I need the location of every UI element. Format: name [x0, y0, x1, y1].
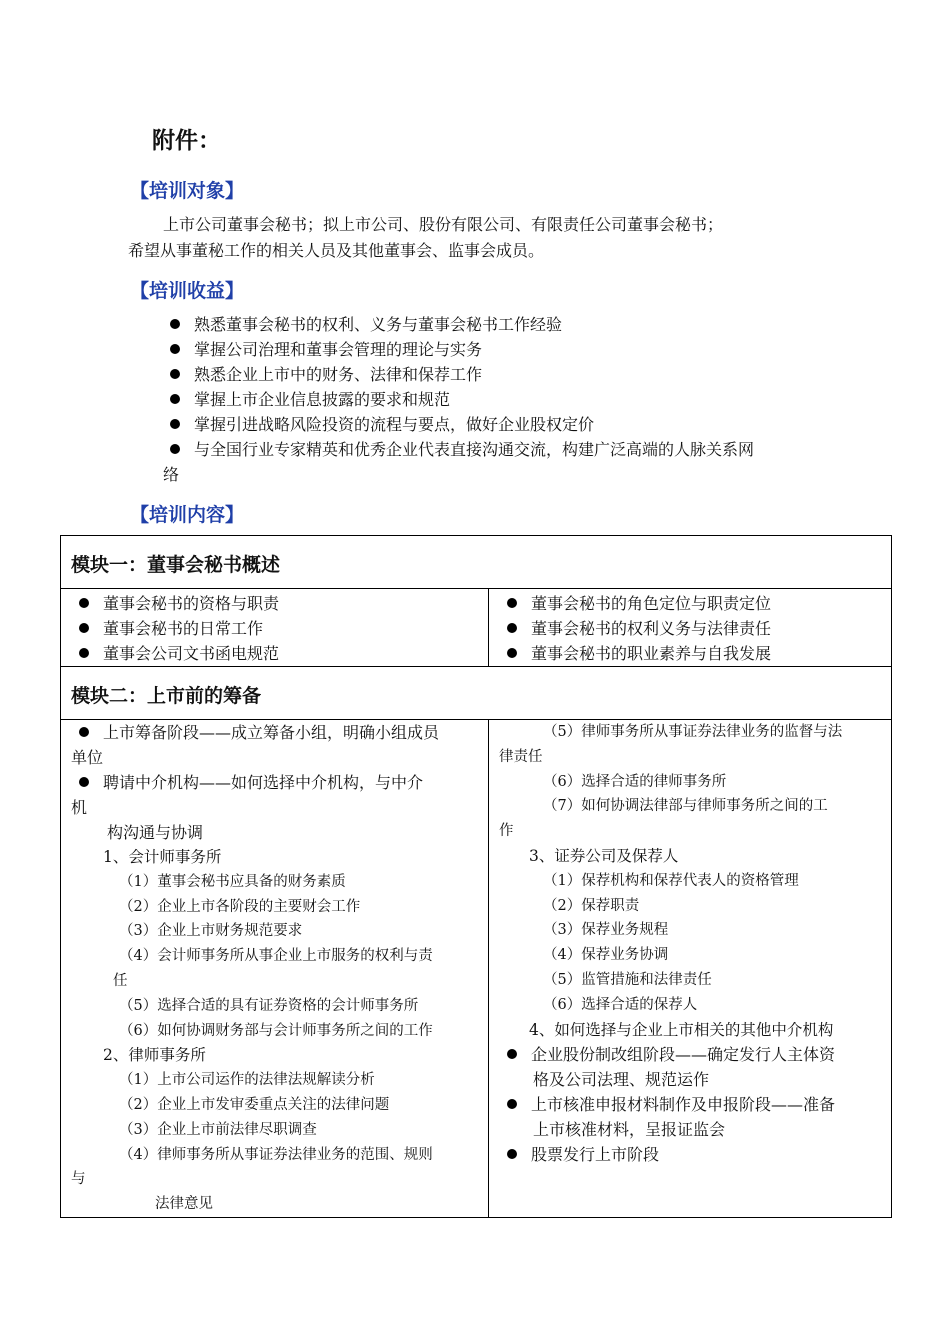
target-line-2: 希望从事董秘工作的相关人员及其他董事会、监事会成员。 — [128, 241, 545, 260]
content-table — [60, 535, 892, 1218]
bullet-icon — [170, 419, 180, 429]
module2-right: （5）律师事务所从事证券法律业务的监督与法 律责任 （6）选择合适的律师事务所 （7）如何协调法律部与律师事务所之间的工 作 3、证券公司及保荐人 （1）保荐机构和保荐代表人的资格管理 （2）保荐职责 （3）保荐业务规程 （4）保荐业务协调 （5）监管措施和法律责任 （6）选择合适的保荐人 4、如何选择与企业上市相关的其他中介机构 企业股份制改组阶段——确定发行人主体资 格及公司法理、规范运作 上市核准申报材料制作及申报阶段——准备 上市核准材料，呈报证监会 股票发行上市阶段 — [489, 720, 892, 1218]
list-item: 上市核准申报材料制作及申报阶段——准备 — [499, 1092, 891, 1117]
module2-title: 模块二：上市前的筹备 — [61, 667, 892, 720]
bullet-icon — [507, 648, 517, 658]
list-item: 聘请中介机构——如何选择中介机构，与中介 — [71, 770, 488, 795]
bullet-icon — [507, 598, 517, 608]
benefit-item: 与全国行业专家精英和优秀企业代表直接沟通交流，构建广泛高端的人脉关系网 — [170, 437, 754, 462]
module1-title: 模块一：董事会秘书概述 — [61, 536, 892, 589]
heading-training-target: 【培训对象】 — [130, 180, 245, 202]
benefit-item: 掌握引进战略风险投资的流程与要点，做好企业股权定价 — [170, 412, 594, 437]
bullet-icon — [170, 319, 180, 329]
bullet-icon — [79, 777, 89, 787]
list-item: 上市筹备阶段——成立筹备小组，明确小组成员 — [71, 720, 488, 745]
list-item: 董事会秘书的资格与职责 — [61, 591, 488, 616]
bullet-icon — [507, 1149, 517, 1159]
list-item: 董事会秘书的角色定位与职责定位 — [489, 591, 891, 616]
benefit-item: 熟悉董事会秘书的权利、义务与董事会秘书工作经验 — [170, 312, 562, 337]
page-title: 附件： — [152, 128, 221, 154]
bullet-icon — [507, 1099, 517, 1109]
bullet-icon — [170, 394, 180, 404]
list-item: 股票发行上市阶段 — [499, 1142, 891, 1167]
list-item: 董事会秘书的职业素养与自我发展 — [489, 641, 891, 666]
bullet-icon — [507, 623, 517, 633]
module1-left — [61, 589, 489, 667]
benefit-item-wrap: 络 — [163, 465, 180, 484]
heading-training-content: 【培训内容】 — [130, 504, 245, 526]
target-line-1: 上市公司董事会秘书；拟上市公司、股份有限公司、有限责任公司董事会秘书； — [163, 215, 724, 234]
bullet-icon — [79, 727, 89, 737]
list-item: 董事会秘书的权利义务与法律责任 — [489, 616, 891, 641]
bullet-icon — [170, 444, 180, 454]
benefit-item: 熟悉企业上市中的财务、法律和保荐工作 — [170, 362, 482, 387]
benefit-item: 掌握上市企业信息披露的要求和规范 — [170, 387, 450, 412]
bullet-icon — [79, 648, 89, 658]
module2-left: 上市筹备阶段——成立筹备小组，明确小组成员 单位 聘请中介机构——如何选择中介机构，与中介 机 构沟通与协调 1、会计师事务所 （1）董事会秘书应具备的财务素质 （2）企业上市各阶段的主要财会工作 （3）企业上市财务规范要求 （4）会计师事务所从事企业上市服务的权利与责 任 （5）选择合适的具有证券资格的会计师事务所 （6）如何协调财务部与会计师事务所之间的工作 2、律师事务所 （1）上市公司运作的法律法规解读分析 （2）企业上市发审委重点关注的法律问题 （3）企业上市前法律尽职调查 （4）律师事务所从事证券法律业务的范围、规则 与 法律意见 — [61, 720, 489, 1218]
bullet-icon — [170, 344, 180, 354]
module1-right — [489, 589, 892, 667]
benefit-item: 掌握公司治理和董事会管理的理论与实务 — [170, 337, 482, 362]
list-item: 董事会秘书的日常工作 — [61, 616, 488, 641]
bullet-icon — [507, 1049, 517, 1059]
bullet-icon — [79, 623, 89, 633]
bullet-icon — [79, 598, 89, 608]
list-item: 企业股份制改组阶段——确定发行人主体资 — [499, 1042, 891, 1067]
list-item: 董事会公司文书函电规范 — [61, 641, 488, 666]
bullet-icon — [170, 369, 180, 379]
heading-training-benefits: 【培训收益】 — [130, 280, 245, 302]
